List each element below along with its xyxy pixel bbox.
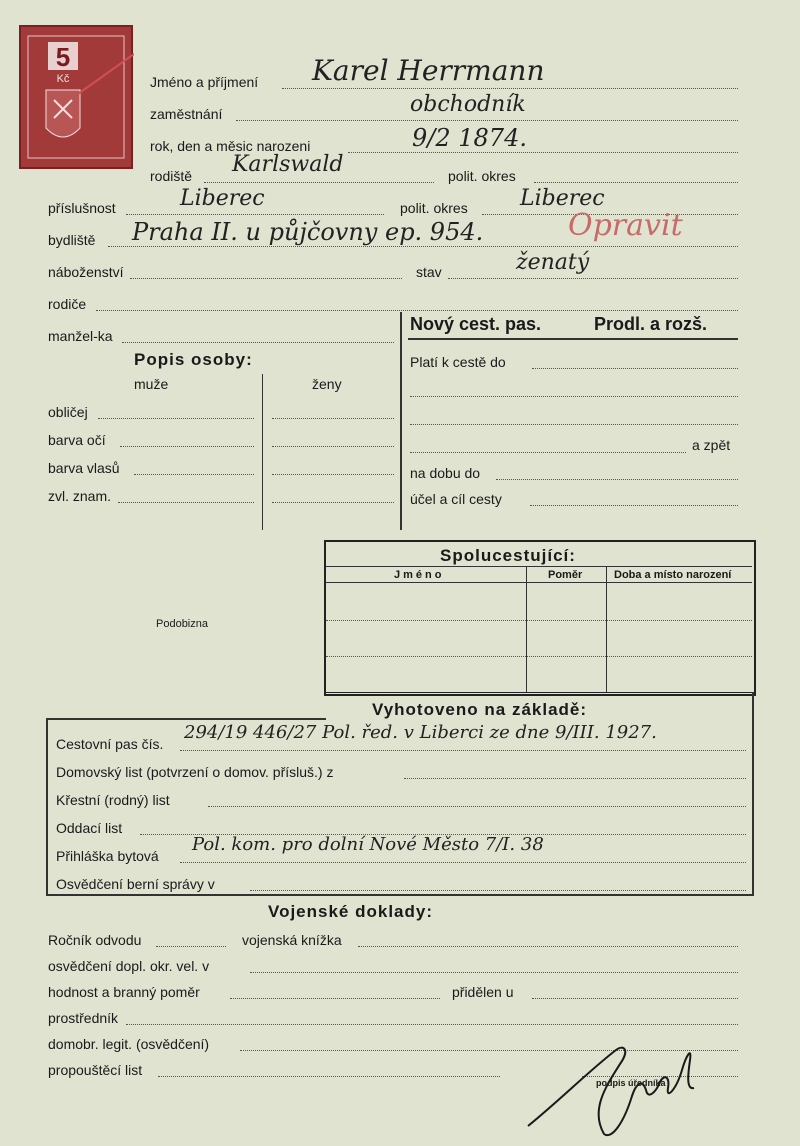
revenue-stamp: [18, 24, 134, 170]
eyes-line-men: [120, 446, 254, 447]
residence-correction-note: Opravit: [568, 208, 683, 243]
official-signature: [520, 1030, 710, 1142]
religion-label: náboženství: [48, 264, 124, 280]
hair-line-women: [272, 474, 394, 475]
spouse-line: [122, 342, 394, 343]
issued-frame-right: [752, 692, 754, 896]
companions-col-birth: Doba a místo narození: [614, 569, 732, 581]
valid-label: Platí k cestě do: [410, 354, 506, 370]
hair-label: barva vlasů: [48, 460, 120, 476]
birth-label: rok, den a měsic narozeni: [150, 138, 311, 154]
companions-row-2: [326, 656, 752, 657]
status-label: stav: [416, 264, 442, 280]
svg-text:5: 5: [55, 42, 71, 72]
birthplace-value: Karlswald: [232, 152, 344, 177]
status-value: ženatý: [516, 250, 590, 275]
polit-okres-line-1: [534, 182, 738, 183]
baptism-line: [208, 806, 746, 807]
duration-label: na dobu do: [410, 465, 481, 481]
cert-line: [250, 972, 738, 973]
birth-value: 9/2 1874.: [412, 124, 527, 152]
rank-line: [230, 998, 440, 999]
discharge-label: propouštěcí list: [48, 1062, 143, 1078]
birthplace-label: rodiště: [150, 168, 193, 184]
parents-label: rodiče: [48, 296, 87, 312]
job-line: [236, 120, 738, 121]
polit-okres-label-1: polit. okres: [448, 168, 516, 184]
book-label: vojenská knížka: [242, 932, 342, 948]
passport-heading-extend: Prodl. a rozš.: [594, 314, 708, 334]
companions-col-relation: Poměr: [548, 569, 583, 581]
issued-frame-left: [46, 718, 48, 896]
domicile-line: [404, 778, 746, 779]
residence-line: [108, 246, 738, 247]
year-label: Ročník odvodu: [48, 932, 142, 948]
companions-row-1: [326, 620, 752, 621]
passport-divider: [400, 312, 402, 530]
intermediary-label: prostředník: [48, 1010, 119, 1026]
parents-line: [96, 310, 738, 311]
eyes-line-women: [272, 446, 394, 447]
birthplace-line: [204, 182, 434, 183]
name-line: [282, 88, 738, 89]
women-column-label: ženy: [312, 376, 342, 392]
tax-line: [250, 890, 746, 891]
citizenship-line: [126, 214, 384, 215]
polit-okres-value-2: Liberec: [520, 186, 605, 211]
companions-col-divider-2: [606, 566, 607, 692]
signature-label: podpis úředníka: [596, 1078, 666, 1088]
person-heading: Popis osoby:: [134, 350, 253, 369]
tax-label: Osvědčení berní správy v: [56, 876, 215, 892]
hair-line-men: [134, 474, 254, 475]
marks-line-men: [118, 502, 254, 503]
spouse-label: manžel-ka: [48, 328, 113, 344]
issued-passport-line: [180, 750, 746, 751]
birth-line: [348, 152, 738, 153]
and-back-label: a zpět: [692, 437, 731, 453]
marriage-label: Oddací list: [56, 820, 123, 836]
purpose-line: [530, 505, 738, 506]
baptism-label: Křestní (rodný) list: [56, 792, 170, 808]
passport-heading-rule: [408, 338, 738, 340]
military-heading: Vojenské doklady:: [268, 902, 434, 921]
companions-col-name: Jméno: [394, 569, 445, 581]
year-line: [156, 946, 226, 947]
svg-text:Kč: Kč: [56, 73, 70, 85]
residence-label: bydliště: [48, 232, 96, 248]
valid-line: [532, 368, 738, 369]
intermediary-line: [126, 1024, 738, 1025]
registration-label: Přihláška bytová: [56, 848, 159, 864]
face-line-men: [98, 418, 254, 419]
discharge-line: [158, 1076, 500, 1077]
status-line: [448, 278, 738, 279]
men-column-label: muže: [134, 376, 169, 392]
eyes-label: barva očí: [48, 432, 106, 448]
issued-passport-value: 294/19 446/27 Pol. řed. v Liberci ze dne 9/III. 1927.: [184, 722, 657, 743]
polit-okres-label-2: polit. okres: [400, 200, 468, 216]
citizenship-value: Liberec: [180, 186, 265, 211]
photo-frame-bottom: [46, 718, 326, 720]
marks-line-women: [272, 502, 394, 503]
marks-label: zvl. znam.: [48, 488, 112, 504]
job-label: zaměstnání: [150, 106, 223, 122]
registration-value: Pol. kom. pro dolní Nové Město 7/I. 38: [192, 834, 544, 855]
registration-line: [180, 862, 746, 863]
companions-col-divider-1: [526, 566, 527, 692]
legion-label: domobr. legit. (osvědčení): [48, 1036, 210, 1052]
valid-line-2: [410, 396, 738, 397]
issued-top-rule: [324, 692, 752, 693]
passport-heading-new: Nový cest. pas.: [410, 314, 542, 334]
photo-label: Podobizna: [156, 618, 208, 630]
book-line: [358, 946, 738, 947]
name-label: Jméno a příjmení: [150, 74, 259, 90]
assigned-label: přidělen u: [452, 984, 514, 1000]
cert-label: osvědčení dopl. okr. vel. v: [48, 958, 210, 974]
companions-heading: Spolucestující:: [440, 546, 576, 565]
domicile-label: Domovský list (potvrzení o domov. přísluš.) z: [56, 764, 334, 780]
residence-value: Praha II. u půjčovny ep. 954.: [132, 218, 484, 246]
issued-frame-bottom: [46, 894, 754, 896]
valid-line-3: [410, 424, 738, 425]
purpose-label: účel a cíl cesty: [410, 491, 502, 507]
companions-rule-1: [326, 566, 752, 567]
issued-heading: Vyhotoveno na základě:: [372, 700, 588, 719]
rank-label: hodnost a branný poměr: [48, 984, 200, 1000]
valid-line-4: [410, 452, 686, 453]
face-line-women: [272, 418, 394, 419]
name-value: Karel Herrmann: [312, 54, 545, 87]
religion-line: [130, 278, 402, 279]
citizenship-label: příslušnost: [48, 200, 116, 216]
assigned-line: [532, 998, 738, 999]
person-column-divider: [262, 374, 263, 530]
duration-line: [496, 479, 738, 480]
issued-passport-label: Cestovní pas čís.: [56, 736, 164, 752]
job-value: obchodník: [410, 92, 526, 117]
face-label: obličej: [48, 404, 88, 420]
companions-rule-2: [326, 582, 752, 583]
